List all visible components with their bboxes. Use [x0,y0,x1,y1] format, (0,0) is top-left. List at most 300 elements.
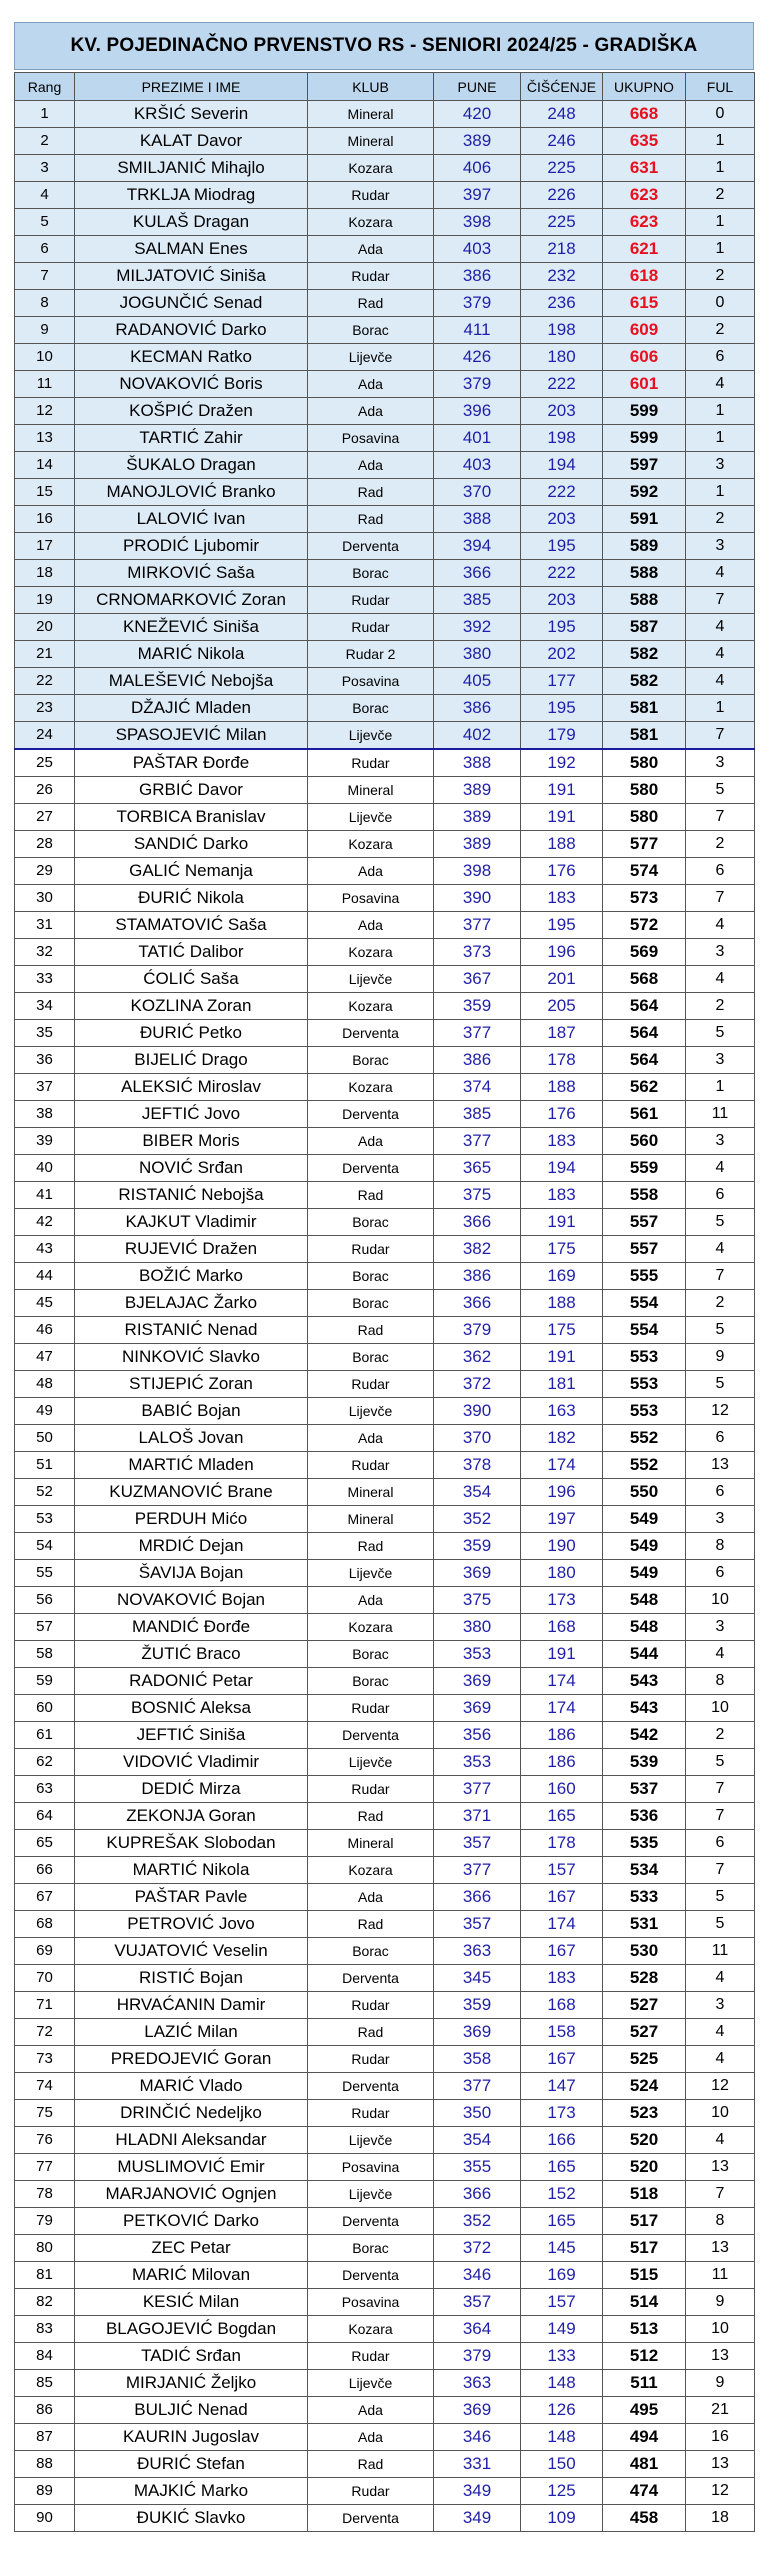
player-name-cell: GRBIĆ Davor [75,777,308,804]
total-cell: 557 [603,1209,686,1236]
pune-cell: 359 [434,993,521,1020]
ful-cell: 5 [686,1884,755,1911]
club-cell: Rudar [308,2343,434,2370]
player-name-cell: JEFTIĆ Jovo [75,1101,308,1128]
ciscenje-cell: 168 [521,1614,603,1641]
club-cell: Lijevče [308,1749,434,1776]
total-cell: 527 [603,1992,686,2019]
player-name-cell: ZEKONJA Goran [75,1803,308,1830]
total-cell: 527 [603,2019,686,2046]
table-row [15,2424,755,2451]
ciscenje-cell: 148 [521,2370,603,2397]
ful-cell: 7 [686,587,755,614]
player-name-cell: SALMAN Enes [75,236,308,263]
ful-cell: 13 [686,2451,755,2478]
rank-cell: 7 [15,263,75,290]
player-name-cell: RADANOVIĆ Darko [75,317,308,344]
table-row [15,1074,755,1101]
total-cell: 554 [603,1317,686,1344]
ciscenje-cell: 176 [521,858,603,885]
club-cell: Ada [308,912,434,939]
player-name-cell: KUPREŠAK Slobodan [75,1830,308,1857]
ful-cell: 2 [686,1290,755,1317]
rank-cell: 46 [15,1317,75,1344]
ciscenje-cell: 109 [521,2505,603,2532]
table-row [15,1236,755,1263]
player-name-cell: TATIĆ Dalibor [75,939,308,966]
player-name-cell: ŽUTIĆ Braco [75,1641,308,1668]
total-cell: 553 [603,1371,686,1398]
pune-cell: 357 [434,1911,521,1938]
ful-cell: 11 [686,1938,755,1965]
club-cell: Mineral [308,101,434,128]
total-cell: 552 [603,1452,686,1479]
club-cell: Borac [308,1344,434,1371]
table-row [15,2127,755,2154]
player-name-cell: BLAGOJEVIĆ Bogdan [75,2316,308,2343]
ful-cell: 4 [686,1641,755,1668]
table-row [15,614,755,641]
player-name-cell: MIRKOVIĆ Saša [75,560,308,587]
ciscenje-cell: 195 [521,533,603,560]
table-row [15,317,755,344]
club-cell: Mineral [308,1830,434,1857]
pune-cell: 364 [434,2316,521,2343]
col-header-ime: PREZIME I IME [75,73,308,101]
player-name-cell: ĐURIĆ Nikola [75,885,308,912]
player-name-cell: MANDIĆ Đorđe [75,1614,308,1641]
pune-cell: 369 [434,1560,521,1587]
ful-cell: 5 [686,1209,755,1236]
table-row [15,479,755,506]
ful-cell: 3 [686,533,755,560]
rank-cell: 74 [15,2073,75,2100]
club-cell: Kozara [308,831,434,858]
ciscenje-cell: 169 [521,2262,603,2289]
table-row [15,1668,755,1695]
rank-cell: 55 [15,1560,75,1587]
ciscenje-cell: 194 [521,1155,603,1182]
player-name-cell: PETROVIĆ Jovo [75,1911,308,1938]
ciscenje-cell: 198 [521,317,603,344]
rank-cell: 42 [15,1209,75,1236]
club-cell: Rad [308,506,434,533]
club-cell: Lijevče [308,966,434,993]
ful-cell: 2 [686,263,755,290]
total-cell: 531 [603,1911,686,1938]
player-name-cell: MUSLIMOVIĆ Emir [75,2154,308,2181]
pune-cell: 369 [434,1695,521,1722]
total-cell: 564 [603,993,686,1020]
total-cell: 569 [603,939,686,966]
club-cell: Ada [308,2397,434,2424]
club-cell: Lijevče [308,722,434,750]
rank-cell: 9 [15,317,75,344]
total-cell: 458 [603,2505,686,2532]
club-cell: Derventa [308,2505,434,2532]
rank-cell: 70 [15,1965,75,1992]
total-cell: 539 [603,1749,686,1776]
player-name-cell: MARIĆ Milovan [75,2262,308,2289]
ciscenje-cell: 191 [521,1344,603,1371]
ciscenje-cell: 246 [521,128,603,155]
club-cell: Lijevče [308,1560,434,1587]
ful-cell: 5 [686,1317,755,1344]
rank-cell: 34 [15,993,75,1020]
pune-cell: 403 [434,236,521,263]
pune-cell: 386 [434,1263,521,1290]
pune-cell: 366 [434,1884,521,1911]
ciscenje-cell: 167 [521,1938,603,1965]
rank-cell: 58 [15,1641,75,1668]
rank-cell: 85 [15,2370,75,2397]
table-row [15,2073,755,2100]
table-row [15,1452,755,1479]
table-row [15,1182,755,1209]
ciscenje-cell: 188 [521,831,603,858]
table-row [15,1587,755,1614]
ful-cell: 12 [686,2478,755,2505]
pune-cell: 363 [434,1938,521,1965]
rank-cell: 48 [15,1371,75,1398]
pune-cell: 375 [434,1182,521,1209]
table-row [15,1425,755,1452]
player-name-cell: KNEŽEVIĆ Siniša [75,614,308,641]
table-row [15,2019,755,2046]
ciscenje-cell: 152 [521,2181,603,2208]
total-cell: 525 [603,2046,686,2073]
player-name-cell: BULJIĆ Nenad [75,2397,308,2424]
rank-cell: 21 [15,641,75,668]
club-cell: Rudar [308,2100,434,2127]
ful-cell: 16 [686,2424,755,2451]
ful-cell: 10 [686,1695,755,1722]
ful-cell: 7 [686,1857,755,1884]
club-cell: Rudar [308,614,434,641]
pune-cell: 392 [434,614,521,641]
rank-cell: 5 [15,209,75,236]
pune-cell: 390 [434,1398,521,1425]
pune-cell: 378 [434,1452,521,1479]
ful-cell: 1 [686,1074,755,1101]
rank-cell: 37 [15,1074,75,1101]
club-cell: Lijevče [308,2127,434,2154]
ciscenje-cell: 182 [521,1425,603,1452]
ful-cell: 3 [686,939,755,966]
pune-cell: 353 [434,1641,521,1668]
header-row [15,73,755,101]
total-cell: 494 [603,2424,686,2451]
ful-cell: 1 [686,155,755,182]
rank-cell: 77 [15,2154,75,2181]
ful-cell: 4 [686,2019,755,2046]
standings-table [14,72,755,2532]
rank-cell: 51 [15,1452,75,1479]
player-name-cell: NOVAKOVIĆ Bojan [75,1587,308,1614]
club-cell: Posavina [308,425,434,452]
player-name-cell: ĐURIĆ Petko [75,1020,308,1047]
total-cell: 562 [603,1074,686,1101]
club-cell: Mineral [308,1479,434,1506]
rank-cell: 18 [15,560,75,587]
player-name-cell: BIBER Moris [75,1128,308,1155]
rank-cell: 60 [15,1695,75,1722]
pune-cell: 396 [434,398,521,425]
ful-cell: 6 [686,858,755,885]
club-cell: Kozara [308,209,434,236]
ciscenje-cell: 226 [521,182,603,209]
ful-cell: 5 [686,1749,755,1776]
table-row [15,641,755,668]
player-name-cell: ŠAVIJA Bojan [75,1560,308,1587]
total-cell: 530 [603,1938,686,1965]
table-row [15,831,755,858]
ciscenje-cell: 186 [521,1749,603,1776]
club-cell: Posavina [308,2289,434,2316]
table-row [15,1020,755,1047]
rank-cell: 35 [15,1020,75,1047]
total-cell: 580 [603,749,686,777]
ciscenje-cell: 232 [521,263,603,290]
club-cell: Ada [308,371,434,398]
total-cell: 549 [603,1533,686,1560]
pune-cell: 397 [434,182,521,209]
player-name-cell: PETKOVIĆ Darko [75,2208,308,2235]
ful-cell: 3 [686,1992,755,2019]
club-cell: Kozara [308,155,434,182]
table-row [15,1506,755,1533]
ciscenje-cell: 195 [521,614,603,641]
club-cell: Derventa [308,2262,434,2289]
ful-cell: 4 [686,912,755,939]
rank-cell: 88 [15,2451,75,2478]
ciscenje-cell: 150 [521,2451,603,2478]
rank-cell: 53 [15,1506,75,1533]
ful-cell: 6 [686,344,755,371]
club-cell: Ada [308,1587,434,1614]
player-name-cell: NINKOVIĆ Slavko [75,1344,308,1371]
rank-cell: 31 [15,912,75,939]
ful-cell: 4 [686,2127,755,2154]
ful-cell: 4 [686,614,755,641]
pune-cell: 386 [434,1047,521,1074]
ciscenje-cell: 181 [521,1371,603,1398]
ful-cell: 1 [686,425,755,452]
club-cell: Rudar [308,1236,434,1263]
rank-cell: 54 [15,1533,75,1560]
club-cell: Rudar [308,2478,434,2505]
table-row [15,2154,755,2181]
ciscenje-cell: 125 [521,2478,603,2505]
ciscenje-cell: 160 [521,1776,603,1803]
ciscenje-cell: 187 [521,1020,603,1047]
player-name-cell: RISTANIĆ Nenad [75,1317,308,1344]
ful-cell: 9 [686,2289,755,2316]
ful-cell: 7 [686,1776,755,1803]
pune-cell: 380 [434,641,521,668]
player-name-cell: VUJATOVIĆ Veselin [75,1938,308,1965]
total-cell: 481 [603,2451,686,2478]
ciscenje-cell: 203 [521,506,603,533]
rank-cell: 12 [15,398,75,425]
ciscenje-cell: 174 [521,1668,603,1695]
pune-cell: 354 [434,2127,521,2154]
table-row [15,182,755,209]
player-name-cell: KALAT Davor [75,128,308,155]
player-name-cell: KOZLINA Zoran [75,993,308,1020]
player-name-cell: DEDIĆ Mirza [75,1776,308,1803]
total-cell: 523 [603,2100,686,2127]
total-cell: 588 [603,560,686,587]
pune-cell: 358 [434,2046,521,2073]
club-cell: Derventa [308,1722,434,1749]
table-row [15,1830,755,1857]
player-name-cell: MAJKIĆ Marko [75,2478,308,2505]
rank-cell: 90 [15,2505,75,2532]
player-name-cell: KULAŠ Dragan [75,209,308,236]
club-cell: Posavina [308,668,434,695]
player-name-cell: ALEKSIĆ Miroslav [75,1074,308,1101]
table-row [15,398,755,425]
pune-cell: 386 [434,263,521,290]
table-row [15,1749,755,1776]
table-row [15,722,755,750]
player-name-cell: PERDUH Mićo [75,1506,308,1533]
rank-cell: 64 [15,1803,75,1830]
ciscenje-cell: 169 [521,1263,603,1290]
rank-cell: 24 [15,722,75,750]
ful-cell: 6 [686,1182,755,1209]
pune-cell: 370 [434,479,521,506]
pune-cell: 398 [434,209,521,236]
ful-cell: 3 [686,1128,755,1155]
rank-cell: 68 [15,1911,75,1938]
ciscenje-cell: 225 [521,209,603,236]
rank-cell: 66 [15,1857,75,1884]
pune-cell: 346 [434,2262,521,2289]
pune-cell: 352 [434,2208,521,2235]
table-row [15,533,755,560]
pune-cell: 371 [434,1803,521,1830]
club-cell: Ada [308,1128,434,1155]
pune-cell: 377 [434,2073,521,2100]
total-cell: 517 [603,2235,686,2262]
total-cell: 582 [603,641,686,668]
club-cell: Ada [308,858,434,885]
ful-cell: 1 [686,695,755,722]
pune-cell: 402 [434,722,521,750]
rank-cell: 61 [15,1722,75,1749]
rank-cell: 69 [15,1938,75,1965]
ciscenje-cell: 180 [521,344,603,371]
ful-cell: 3 [686,1506,755,1533]
standings-body [15,101,755,2532]
ful-cell: 7 [686,722,755,750]
pune-cell: 357 [434,1830,521,1857]
player-name-cell: MANOJLOVIĆ Branko [75,479,308,506]
ciscenje-cell: 222 [521,560,603,587]
club-cell: Derventa [308,1155,434,1182]
ciscenje-cell: 157 [521,1857,603,1884]
ciscenje-cell: 191 [521,1641,603,1668]
player-name-cell: RUJEVIĆ Dražen [75,1236,308,1263]
player-name-cell: KUZMANOVIĆ Brane [75,1479,308,1506]
club-cell: Borac [308,1047,434,1074]
ful-cell: 13 [686,2154,755,2181]
ciscenje-cell: 167 [521,2046,603,2073]
table-row [15,2370,755,2397]
pune-cell: 366 [434,2181,521,2208]
ful-cell: 3 [686,452,755,479]
player-name-cell: LALOŠ Jovan [75,1425,308,1452]
total-cell: 524 [603,2073,686,2100]
ciscenje-cell: 133 [521,2343,603,2370]
ful-cell: 3 [686,1047,755,1074]
rank-cell: 13 [15,425,75,452]
table-row [15,1101,755,1128]
rank-cell: 39 [15,1128,75,1155]
ful-cell: 7 [686,1263,755,1290]
table-row [15,885,755,912]
club-cell: Ada [308,452,434,479]
pune-cell: 369 [434,2019,521,2046]
pune-cell: 388 [434,749,521,777]
rank-cell: 57 [15,1614,75,1641]
player-name-cell: JOGUNČIĆ Senad [75,290,308,317]
total-cell: 544 [603,1641,686,1668]
table-row [15,425,755,452]
total-cell: 609 [603,317,686,344]
ful-cell: 8 [686,1668,755,1695]
rank-cell: 59 [15,1668,75,1695]
pune-cell: 388 [434,506,521,533]
total-cell: 549 [603,1560,686,1587]
ful-cell: 2 [686,1722,755,1749]
pune-cell: 390 [434,885,521,912]
total-cell: 550 [603,1479,686,1506]
total-cell: 572 [603,912,686,939]
ful-cell: 21 [686,2397,755,2424]
pune-cell: 352 [434,1506,521,1533]
rank-cell: 65 [15,1830,75,1857]
club-cell: Lijevče [308,344,434,371]
total-cell: 623 [603,209,686,236]
player-name-cell: DRINČIĆ Nedeljko [75,2100,308,2127]
ful-cell: 9 [686,1344,755,1371]
player-name-cell: KRŠIĆ Severin [75,101,308,128]
ciscenje-cell: 167 [521,1884,603,1911]
rank-cell: 14 [15,452,75,479]
rank-cell: 41 [15,1182,75,1209]
total-cell: 554 [603,1290,686,1317]
total-cell: 635 [603,128,686,155]
rank-cell: 8 [15,290,75,317]
pune-cell: 385 [434,1101,521,1128]
total-cell: 535 [603,1830,686,1857]
table-row [15,695,755,722]
total-cell: 543 [603,1668,686,1695]
rank-cell: 3 [15,155,75,182]
pune-cell: 382 [434,1236,521,1263]
pune-cell: 357 [434,2289,521,2316]
table-row [15,1155,755,1182]
total-cell: 589 [603,533,686,560]
club-cell: Rudar [308,587,434,614]
table-row [15,912,755,939]
table-row [15,128,755,155]
total-cell: 495 [603,2397,686,2424]
rank-cell: 83 [15,2316,75,2343]
